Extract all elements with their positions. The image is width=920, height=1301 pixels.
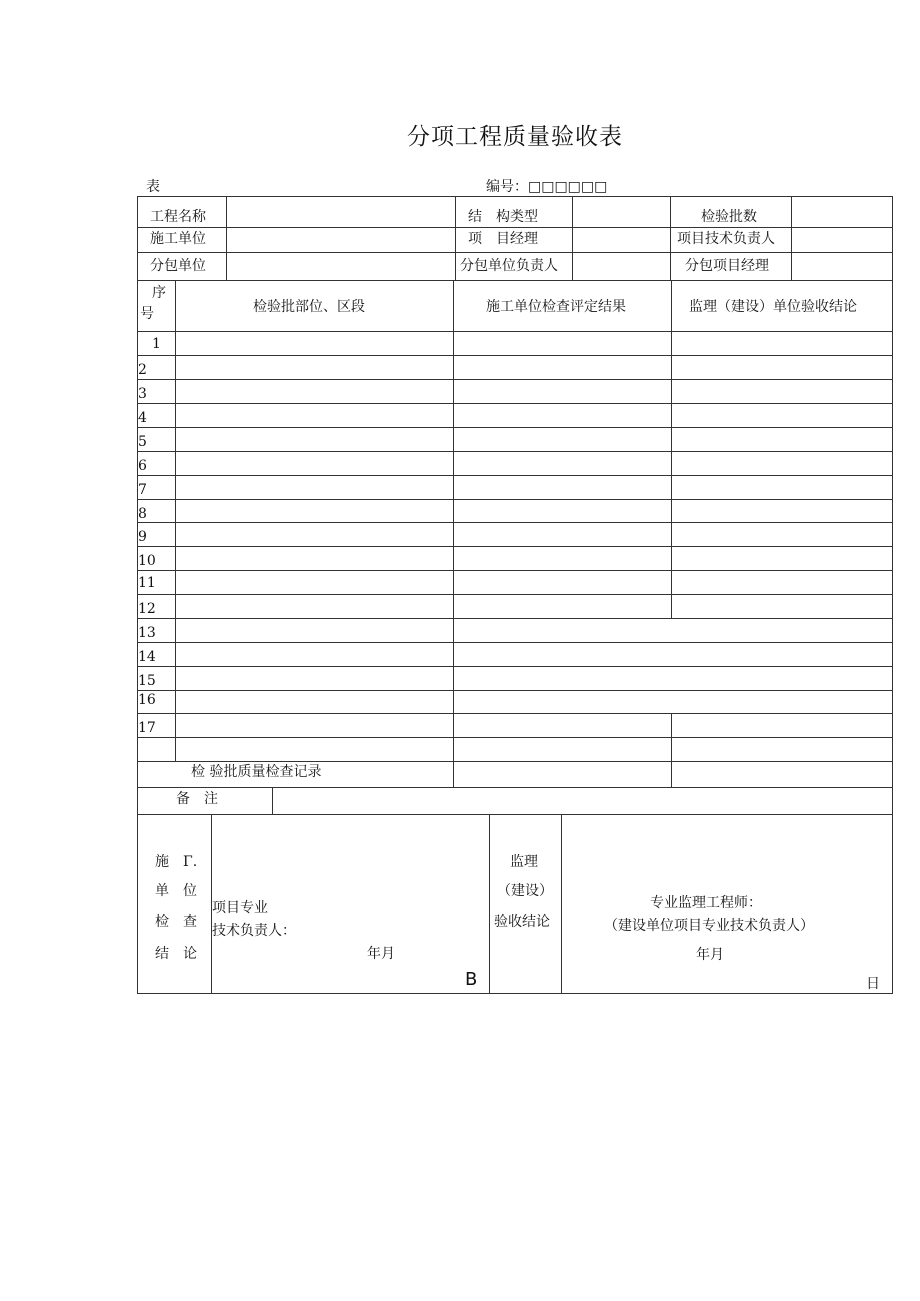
row-number: 15	[138, 673, 156, 689]
row-number: 6	[138, 458, 147, 474]
row-number: 2	[138, 362, 147, 378]
contractor-conclusion-label: 单 位	[155, 883, 197, 899]
subcontract-pm-label: 分包项目经理	[685, 258, 769, 274]
contractor-conclusion-label: 检 查	[155, 914, 197, 930]
construction-unit-label: 施工单位	[150, 231, 206, 247]
form-label: 表	[146, 179, 160, 195]
form-number: 编号：□□□□□□	[486, 179, 608, 195]
project-manager-label: 项 目经理	[468, 231, 538, 247]
row-number: 7	[138, 482, 147, 498]
row-number: 16	[138, 692, 156, 708]
row-number: 9	[138, 529, 147, 545]
contractor-lead-label: 技术负责人：	[212, 923, 296, 939]
supervisor-conclusion-label: （建设）	[497, 883, 553, 899]
contractor-conclusion-label: 施 Γ.	[155, 854, 198, 870]
batch-count-label: 检验批数	[701, 209, 757, 225]
project-name-label: 工程名称	[150, 209, 206, 225]
row-number: 11	[138, 575, 156, 591]
row-number: 8	[138, 506, 147, 522]
contractor-result-header: 施工单位检查评定结果	[486, 299, 626, 315]
contractor-conclusion-label: 结 论	[155, 946, 197, 962]
row-number: 12	[138, 601, 156, 617]
tech-lead-label: 项目技术负责人	[677, 231, 775, 247]
supervisor-conclusion-label: 监理	[510, 854, 538, 870]
seq-header-bottom: 号	[140, 306, 154, 322]
row-number: 10	[138, 553, 156, 569]
contractor-day: B	[465, 969, 478, 990]
supervisor-date: 年月	[696, 947, 724, 963]
subcontract-unit-label: 分包单位	[150, 258, 206, 274]
subcontract-lead-label: 分包单位负责人	[460, 258, 558, 274]
row-number: 1	[152, 336, 161, 352]
supervisor-day: 日	[866, 976, 880, 992]
contractor-date: 年月	[367, 946, 395, 962]
structure-type-label: 结 构类型	[468, 209, 538, 225]
row-number: 3	[138, 386, 147, 402]
supervisor-result-header: 监理（建设）单位验收结论	[689, 299, 857, 315]
row-number: 4	[138, 410, 147, 426]
row-number: 17	[138, 720, 156, 736]
supervisor-conclusion-label: 验收结论	[494, 914, 550, 930]
row-number: 14	[138, 649, 156, 665]
row-number: 13	[138, 625, 156, 641]
row-number: 5	[138, 434, 147, 450]
batch-location-header: 检验批部位、区段	[253, 299, 365, 315]
supervisor-engineer-label: 专业监理工程师：	[650, 895, 762, 911]
acceptance-table	[137, 196, 893, 994]
supervisor-engineer-note: （建设单位项目专业技术负责人）	[604, 918, 814, 934]
seq-header-top: 序	[152, 285, 166, 301]
remarks-label: 备 注	[176, 791, 218, 807]
contractor-lead-label: 项目专业	[212, 900, 268, 916]
page-title: 分项工程质量验收表	[407, 124, 623, 150]
inspection-record-label: 检 验批质量检查记录	[191, 764, 322, 780]
